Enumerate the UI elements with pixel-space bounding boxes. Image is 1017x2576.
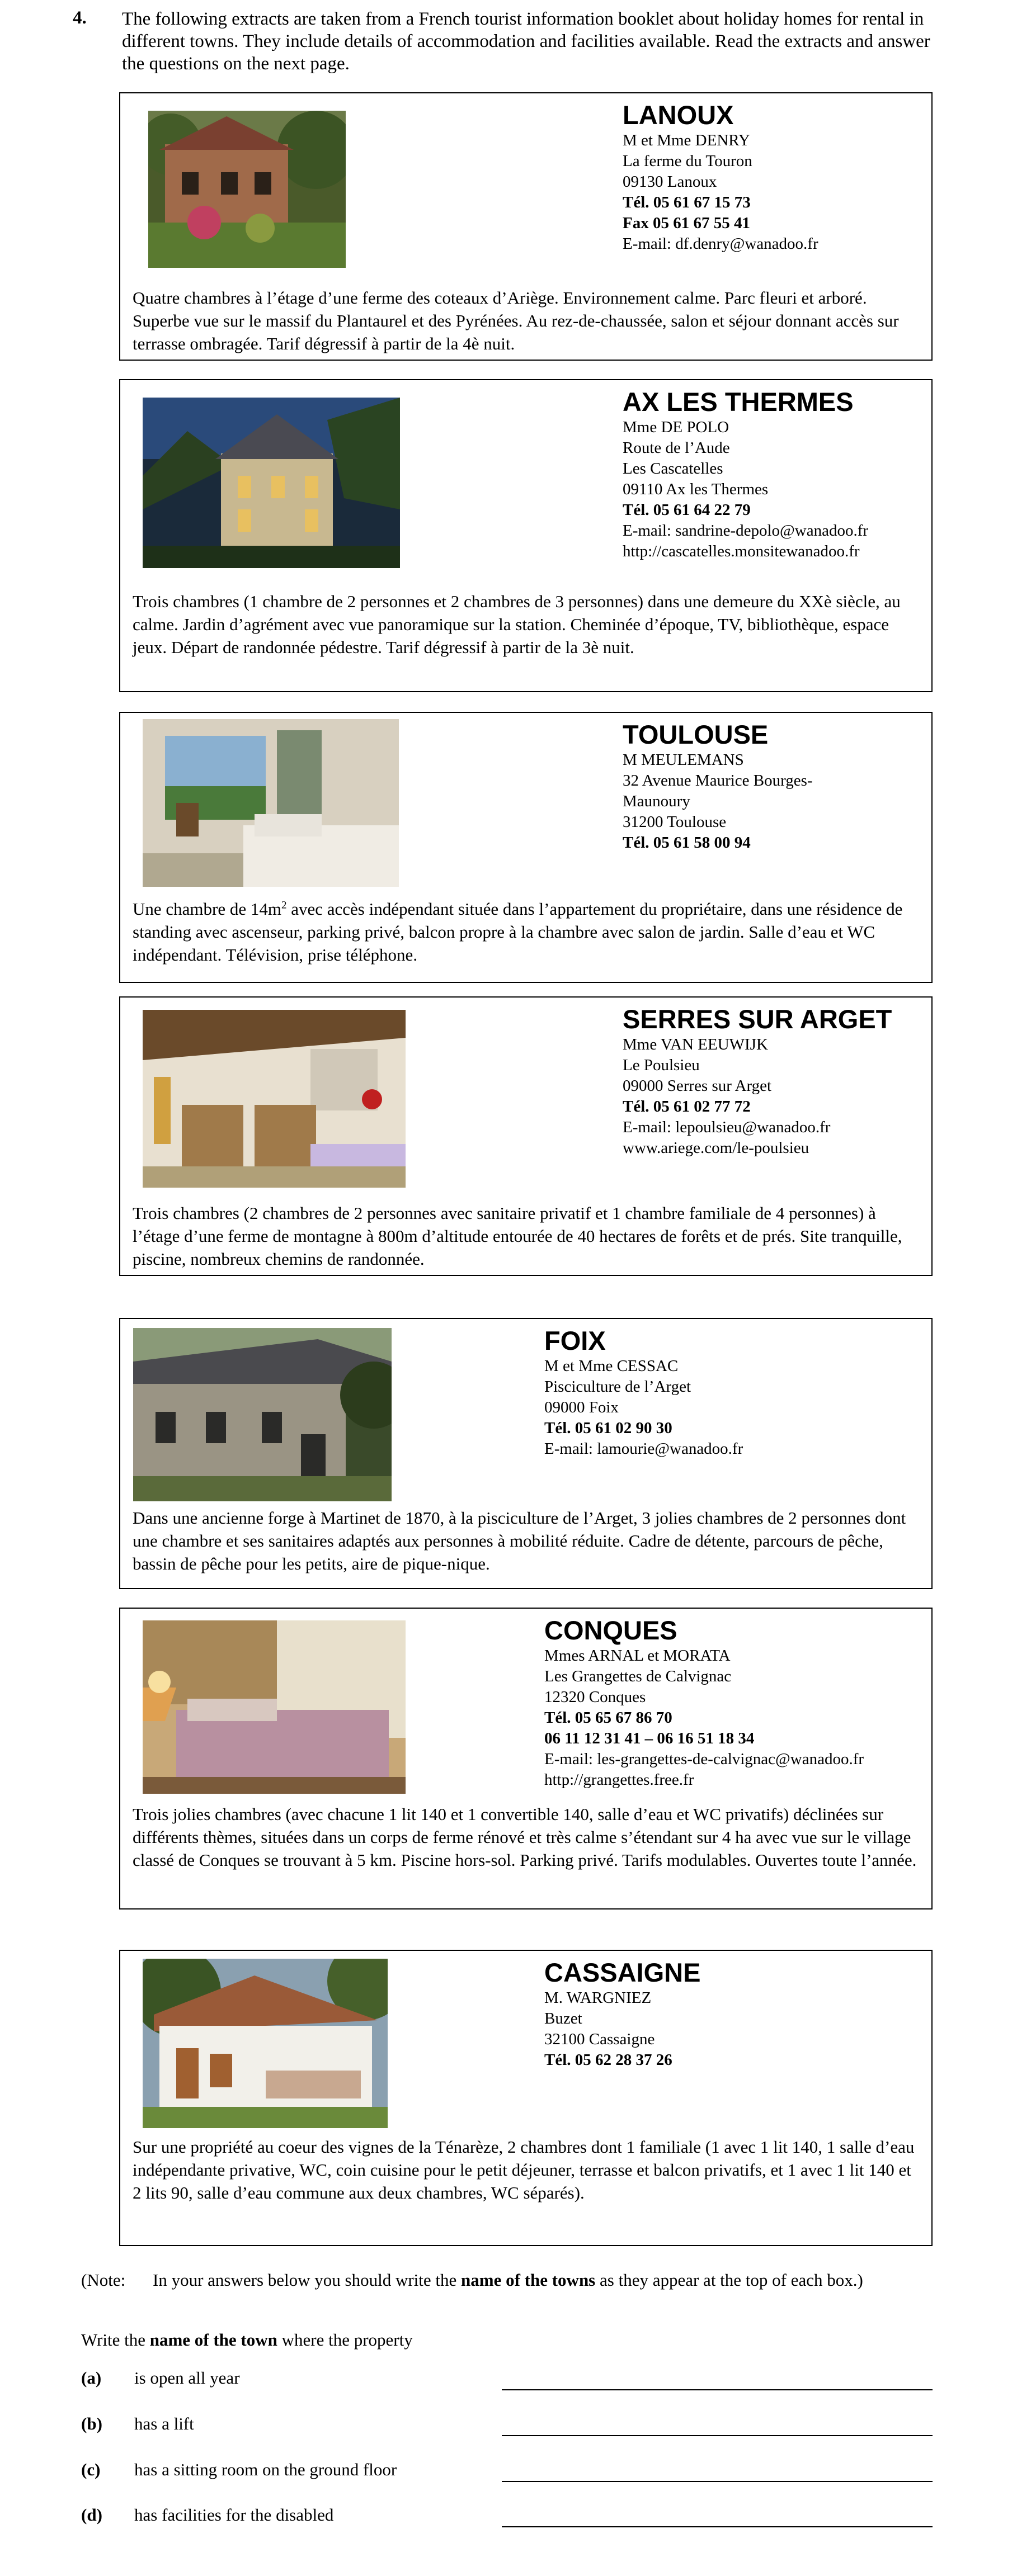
white-cottage-photo [143, 1959, 388, 2128]
contact-line: Route de l’Aude [623, 439, 730, 457]
question-letter: (d) [81, 2505, 102, 2525]
mobile-numbers: 06 11 12 31 41 – 06 16 51 18 34 [544, 1729, 755, 1747]
question-letter: (c) [81, 2460, 101, 2479]
question-text: has a lift [134, 2414, 194, 2433]
contact-line: 12320 Conques [544, 1688, 646, 1706]
note-label: (Note: [81, 2270, 126, 2290]
bedroom-armchairs-photo [143, 1010, 406, 1188]
instruction-bold: name of the town [149, 2330, 277, 2350]
phone-number: Tél. 05 61 67 15 73 [623, 193, 751, 211]
phone-number: Tél. 05 65 67 86 70 [544, 1709, 672, 1727]
listing-description: Dans une ancienne forge à Martinet de 1870, à la pisciculture de l’Arget, 3 jolies chambres de 2 personnes dont une chambre et ses sanitaires adaptés aux personnes à mobilité réduite. Cadre de détente, parcours de pêche, bassin de pêche pour les petits, aire de pique-nique. [133, 1508, 906, 1573]
listing-description: Trois jolies chambres (avec chacune 1 lit 140 et 1 convertible 140, salle d’eau et WC privatifs) déclinées sur différents thèmes, situées dans un corps de ferme rénové et très calme s’étendant sur 4 ha avec vue sur le village classé de Conques se trouvant à 5 km. Piscine hors-sol. Parking privé. Tarifs modulables. Ouvertes toute l’année. [133, 1804, 917, 1870]
contact-line: Les Grangettes de Calvignac [544, 1667, 732, 1685]
question-intro: The following extracts are taken from a French tourist information booklet about holiday homes for rental in different towns. They include details of accommodation and facilities available. Read the extracts and answer the questions on the next page. [122, 9, 930, 74]
listing-description [133, 897, 919, 966]
contact-line: M MEULEMANS [623, 751, 744, 769]
contact-block-foix [544, 1326, 743, 1459]
bedroom-lamp-photo [143, 1620, 406, 1794]
town-name: LANOUX [623, 100, 734, 130]
question-number: 4. [73, 8, 87, 28]
contact-line: Maunoury [623, 792, 690, 810]
instruction-end: where the property [277, 2330, 413, 2350]
farmhouse-photo [148, 111, 346, 268]
contact-line: Le Poulsieu [623, 1056, 700, 1074]
website-address: http://cascatelles.monsitewanadoo.fr [623, 542, 860, 560]
contact-line: 32100 Cassaigne [544, 2030, 655, 2048]
question-letter: (b) [81, 2414, 102, 2433]
listing-description: Trois chambres (1 chambre de 2 personnes et 2 chambres de 3 personnes) dans une demeure du XXè siècle, au calme. Jardin d’agrément avec vue panoramique sur la station. Cheminée d’époque, TV, bibliothèque, espace jeux. Départ de randonnée pédestre. Tarif dégressif à partir de la 3è nuit. [133, 592, 901, 657]
contact-block-toulouse [623, 720, 813, 853]
contact-line: Buzet [544, 2010, 582, 2027]
contact-line: M et Mme CESSAC [544, 1357, 679, 1375]
website-address: http://grangettes.free.fr [544, 1771, 694, 1789]
note-text-end: as they appear at the top of each box.) [595, 2270, 863, 2290]
email-address: E-mail: df.denry@wanadoo.fr [623, 235, 818, 253]
question-row [81, 2368, 937, 2393]
listing-box-toulouse [119, 712, 933, 983]
question-text: has a sitting room on the ground floor [134, 2460, 397, 2479]
contact-line: Mme DE POLO [623, 418, 729, 436]
description-start: Une chambre de 14m [133, 899, 281, 919]
answer-line-c[interactable] [502, 2481, 933, 2482]
phone-number: Tél. 05 61 02 77 72 [623, 1098, 751, 1116]
phone-number: Tél. 05 61 58 00 94 [623, 834, 751, 852]
instruction-start: Write the [81, 2330, 150, 2350]
town-name: SERRES SUR ARGET [623, 1004, 892, 1034]
contact-line: Les Cascatelles [623, 460, 723, 478]
listing-description: Sur une propriété au coeur des vignes de la Ténarèze, 2 chambres dont 1 familiale (1 avec 1 lit 140, 1 salle d’eau indépendante privative, WC, coin cuisine pour le petit déjeuner, terrasse et balcon privatifs, et 1 avec 1 lit 140 et 2 lits 90, salle d’eau commune aux deux chambres, WC séparés). [133, 2137, 915, 2202]
website-address: www.ariege.com/le-poulsieu [623, 1139, 809, 1157]
contact-block-cassaigne [544, 1958, 700, 2071]
listing-box-serres-sur-arget [119, 996, 933, 1276]
town-name: CONQUES [544, 1615, 677, 1645]
contact-line: 09130 Lanoux [623, 173, 717, 191]
contact-block-ax-les-thermes [623, 387, 868, 562]
phone-number: Tél. 05 61 02 90 30 [544, 1419, 672, 1437]
contact-line: 09000 Foix [544, 1398, 619, 1416]
bedroom-balcony-photo [143, 719, 399, 887]
town-name: AX LES THERMES [623, 387, 854, 417]
contact-line: 09110 Ax les Thermes [623, 480, 769, 498]
email-address: E-mail: lepoulsieu@wanadoo.fr [623, 1118, 831, 1136]
phone-number: Tél. 05 62 28 37 26 [544, 2051, 672, 2069]
listing-description: Trois chambres (2 chambres de 2 personnes avec sanitaire privatif et 1 chambre familiale de 4 personnes) à l’étage d’une ferme de montagne à 800m d’altitude entourée de 40 hectares de forêts et de prés. Site tranquille, piscine, nombreux chemins de randonnée. [133, 1203, 902, 1269]
superscript: 2 [281, 899, 287, 911]
listing-box-cassaigne [119, 1950, 933, 2246]
contact-line: Mme VAN EEUWIJK [623, 1036, 768, 1053]
contact-line: 32 Avenue Maurice Bourges- [623, 772, 813, 790]
fax-number: Fax 05 61 67 55 41 [623, 214, 750, 232]
contact-line: M et Mme DENRY [623, 131, 750, 149]
listing-box-lanoux [119, 92, 933, 361]
town-name: CASSAIGNE [544, 1958, 701, 1987]
description-rest: avec accès indépendant située dans l’appartement du propriétaire, dans une résidence de standing avec ascenseur, parking privé, balcon propre à la chambre avec salon de jardin. Salle d’eau et WC indépendant. Télévision, prise téléphone. [133, 899, 903, 965]
answer-line-d[interactable] [502, 2526, 933, 2527]
stone-forge-photo [133, 1328, 392, 1501]
contact-line: Mmes ARNAL et MORATA [544, 1647, 731, 1665]
contact-block-conques [544, 1615, 864, 1790]
listing-description: Quatre chambres à l’étage d’une ferme des coteaux d’Ariège. Environnement calme. Parc fleuri et arboré. Superbe vue sur le massif du Plantaurel et des Pyrénées. Au rez-de-chaussée, salon et séjour donnant accès sur terrasse ombragée. Tarif dégressif à partir de la 4è nuit. [133, 288, 899, 353]
note-text [153, 2269, 936, 2291]
listing-box-foix [119, 1318, 933, 1589]
question-row [81, 2460, 937, 2484]
answer-line-b[interactable] [502, 2435, 933, 2436]
manor-house-photo [143, 398, 400, 568]
answer-line-a[interactable] [502, 2389, 933, 2390]
instruction [81, 2330, 413, 2350]
contact-line: La ferme du Touron [623, 152, 752, 170]
contact-line: 09000 Serres sur Arget [623, 1077, 772, 1095]
contact-line: Pisciculture de l’Arget [544, 1378, 691, 1396]
contact-line: M. WARGNIEZ [544, 1989, 652, 2007]
town-name: FOIX [544, 1326, 606, 1355]
town-name: TOULOUSE [623, 720, 769, 749]
email-address: E-mail: les-grangettes-de-calvignac@wanadoo.fr [544, 1750, 864, 1768]
email-address: E-mail: lamourie@wanadoo.fr [544, 1440, 743, 1458]
question-text: is open all year [134, 2368, 240, 2388]
note-text-bold: name of the towns [461, 2270, 596, 2290]
listing-box-ax-les-thermes [119, 379, 933, 692]
question-letter: (a) [81, 2368, 102, 2388]
phone-number: Tél. 05 61 64 22 79 [623, 501, 751, 519]
listing-box-conques [119, 1608, 933, 1909]
question-row [81, 2414, 937, 2438]
email-address: E-mail: sandrine-depolo@wanadoo.fr [623, 522, 869, 540]
contact-block-serres-sur-arget [623, 1004, 892, 1159]
note-text-start: In your answers below you should write the [153, 2270, 462, 2290]
question-text: has facilities for the disabled [134, 2505, 334, 2525]
contact-block-lanoux [623, 100, 818, 254]
contact-line: 31200 Toulouse [623, 813, 727, 831]
question-row [81, 2505, 937, 2530]
